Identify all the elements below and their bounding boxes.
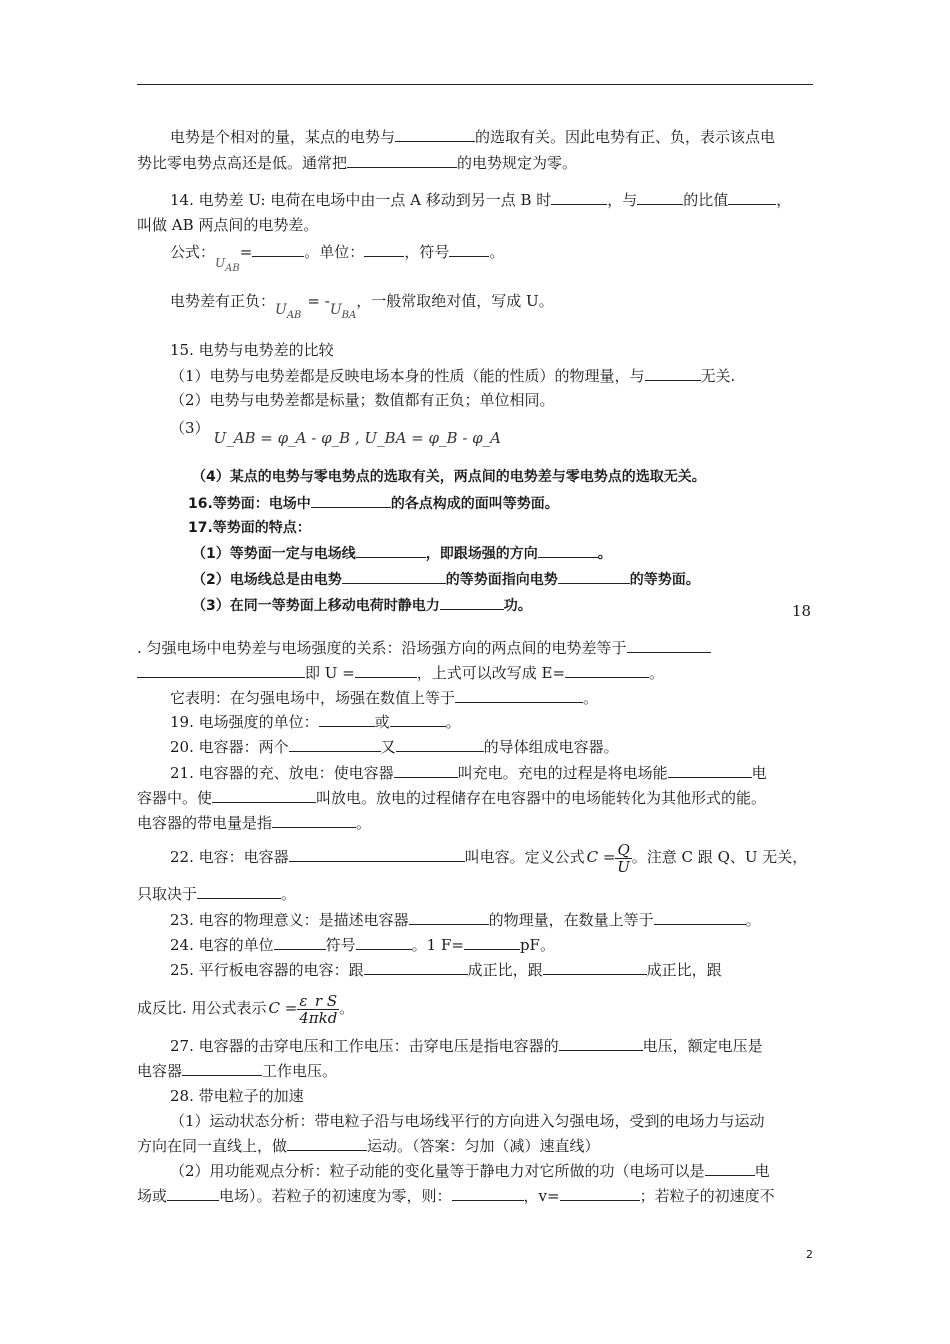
blank[interactable] — [167, 1186, 219, 1201]
blank[interactable] — [396, 737, 484, 752]
item-17: 17.等势面的特点： — [188, 520, 311, 536]
item-27: 27. 电容器的击穿电压和工作电压：击穿电压是指电容器的 电压，额定电压是 — [170, 1037, 763, 1055]
blank[interactable] — [627, 638, 711, 653]
blank[interactable] — [342, 569, 446, 584]
blank[interactable] — [449, 242, 489, 257]
item-14: 14. 电势差 U: 电荷在电场中由一点 A 移动到另一点 B 时 ，与 的比值 ， — [170, 191, 792, 209]
blank[interactable] — [356, 935, 412, 950]
item-19: 19. 电场强度的单位： 或 。 — [170, 713, 461, 731]
blank[interactable] — [551, 190, 607, 205]
blank[interactable] — [395, 127, 475, 142]
item-23: 23. 电容的物理意义：是描述电容器 的物理量，在数量上等于 。 — [170, 911, 761, 929]
blank[interactable] — [356, 543, 426, 558]
item-25: 25. 平行板电容器的电容：跟 成正比，跟 成正比，跟 — [170, 961, 722, 979]
header-rule — [137, 84, 813, 85]
capacitance-fraction: $\frac{Q}{U}$ — [617, 840, 630, 876]
blank[interactable] — [274, 935, 326, 950]
blank[interactable] — [364, 242, 404, 257]
blank[interactable] — [319, 712, 375, 727]
item-15-3: （3）U_AB = φ_A - φ_B , U_BA = φ_B - φ_A — [170, 419, 501, 447]
item-18: . 匀强电场中电势差与电场强度的关系：沿场强方向的两点间的电势差等于 — [137, 638, 711, 658]
item-27-cont: 电容器 工作电压。 — [137, 1062, 338, 1080]
blank[interactable] — [289, 737, 381, 752]
blank[interactable] — [452, 1186, 524, 1201]
item-22: 22. 电容：电容器 叫电容。定义公式 C = $\frac{Q}{U}$ 。注意 C 跟 Q、U 无关， — [170, 840, 808, 876]
blank[interactable] — [637, 190, 683, 205]
item-22-cont: 只取决于 。 — [137, 885, 297, 903]
item-28-2-cont: 场或 电场）。若粒子的初速度为零，则： ，v= ；若粒子的初速度不 — [137, 1187, 775, 1205]
item-28-1-cont: 方向在同一直线上，做 运动。（答案：匀加（减）速直线） — [137, 1137, 600, 1155]
blank[interactable] — [560, 1186, 640, 1201]
blank[interactable] — [311, 493, 391, 508]
blank[interactable] — [668, 763, 752, 778]
blank[interactable] — [559, 1036, 643, 1051]
item-18-cont: 即 U = ，上式可以改写成 E= 。 — [137, 663, 664, 683]
blank[interactable] — [645, 366, 701, 381]
blank[interactable] — [440, 595, 504, 610]
item-24: 24. 电容的单位 符号 。1 F= pF。 — [170, 936, 555, 954]
blank[interactable] — [212, 788, 316, 803]
blank[interactable] — [558, 569, 630, 584]
blank[interactable] — [272, 813, 356, 828]
blank[interactable] — [364, 960, 468, 975]
blank[interactable] — [728, 190, 776, 205]
blank[interactable] — [538, 543, 598, 558]
item-16: 16.等势面：电场中 的各点构成的面叫等势面。 — [188, 493, 559, 514]
item-15-2: （2）电势与电势差都是标量；数值都有正负；单位相同。 — [170, 391, 555, 409]
item-28: 28. 带电粒子的加速 — [170, 1087, 304, 1105]
item-15-4: （4）某点的电势与零电势点的选取有关，两点间的电势差与零电势点的选取无关。 — [192, 469, 706, 485]
item-14-cont: 叫做 AB 两点间的电势差。 — [137, 216, 319, 234]
para-potential-1: 电势是个相对的量，某点的电势与 的选取有关。因此电势有正、负，表示该点电 — [170, 128, 776, 146]
item-17-1: （1）等势面一定与电场线 ，即跟场强的方向 。 — [192, 543, 612, 564]
blank[interactable] — [455, 688, 583, 703]
item-21-cont2: 电容器的带电量是指 。 — [137, 814, 372, 832]
blank[interactable] — [565, 663, 649, 678]
formula-2: 电势差有正负：$U_{AB}= -U_{BA}$，一般常取绝对值，写成 U。 — [170, 292, 554, 321]
potential-difference-formula: U_AB = φ_A - φ_B , U_BA = φ_B - φ_A — [213, 429, 501, 447]
blank[interactable] — [394, 763, 458, 778]
item-number-18: 18 — [792, 602, 812, 620]
item-25-cont: 成反比. 用公式表示 C = $\frac{\text{ε\_r S}}{\text{4πkd}}$ 。 — [137, 991, 355, 1027]
item-28-1: （1）运动状态分析：带电粒子沿与电场线平行的方向进入匀强电场，受到的电场力与运动 — [170, 1112, 765, 1130]
blank[interactable] — [182, 1061, 262, 1076]
item-21-cont: 容器中。使 叫放电。放电的过程储存在电容器中的电场能转化为其他形式的能。 — [137, 789, 767, 807]
blank[interactable] — [654, 910, 746, 925]
item-17-3: （3）在同一等势面上移动电荷时静电力 功。 — [192, 595, 532, 616]
plate-capacitor-fraction: $\frac{\text{ε\_r S}}{\text{4πkd}}$ — [299, 991, 338, 1027]
item-21: 21. 电容器的充、放电：使电容器 叫充电。充电的过程是将电场能 电 — [170, 764, 767, 782]
blank[interactable] — [197, 884, 281, 899]
item-15: 15. 电势与电势差的比较 — [170, 341, 334, 359]
item-20: 20. 电容器：两个 又 的导体组成电容器。 — [170, 738, 619, 756]
item-15-1: （1）电势与电势差都是反映电场本身的性质（能的性质）的物理量，与 无关. — [170, 367, 736, 385]
item-18-meaning: 它表明：在匀强电场中，场强在数值上等于 。 — [170, 689, 599, 707]
blank[interactable] — [390, 712, 446, 727]
blank[interactable] — [289, 847, 465, 862]
page-number: 2 — [806, 1248, 813, 1261]
blank[interactable] — [287, 1136, 367, 1151]
item-17-2: （2）电场线总是由电势 的等势面指向电势 的等势面。 — [192, 569, 700, 590]
blank[interactable] — [137, 663, 305, 678]
formula-1: 公式：$_{UAB}$= 。单位： ，符号 。 — [170, 243, 505, 274]
blank[interactable] — [347, 153, 457, 168]
blank[interactable] — [543, 960, 647, 975]
blank[interactable] — [409, 910, 489, 925]
blank[interactable] — [705, 1161, 755, 1176]
blank[interactable] — [464, 935, 520, 950]
blank[interactable] — [355, 663, 417, 678]
blank[interactable] — [252, 242, 304, 257]
para-potential-2: 势比零电势点高还是低。通常把 的电势规定为零。 — [137, 154, 578, 172]
item-28-2: （2）用功能观点分析：粒子动能的变化量等于静电力对它所做的功（电场可以是 电 — [170, 1162, 770, 1180]
